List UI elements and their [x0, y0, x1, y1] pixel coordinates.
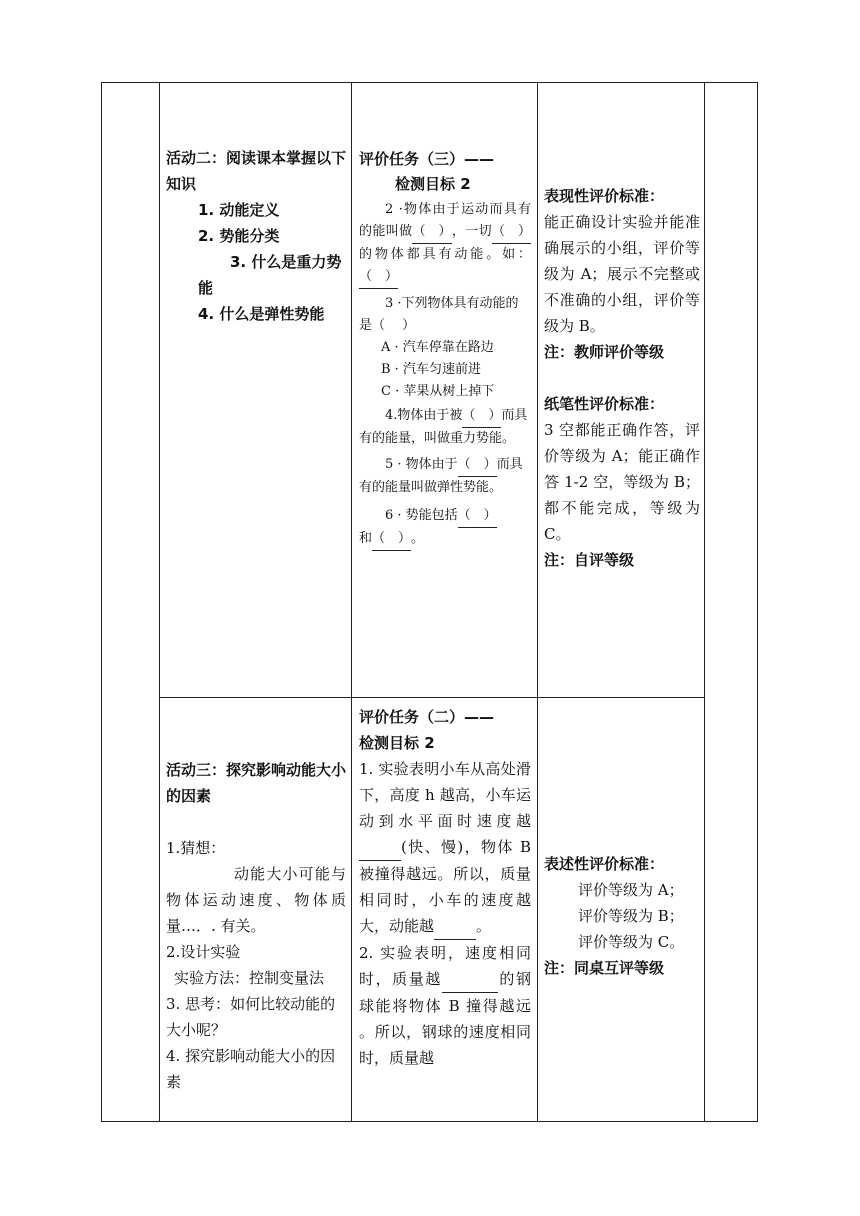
statement-criteria-note: 注：同桌互评等级: [544, 959, 665, 977]
activity-title: 活动三：探究影响动能大小的因素: [166, 761, 347, 805]
paper-criteria-title: 纸笔性评价标准：: [544, 395, 665, 413]
paper-criteria-text: 3 空都能正确作答，评价等级为 A；能正确作答 1-2 空，等级为 B；都不能完成，等级为 C。: [544, 421, 700, 543]
column-divider: [159, 82, 160, 1122]
question-3: 3 ·下列物体具有动能的是（ ）: [359, 296, 519, 333]
grade-a-text: 评价等级为 A；: [578, 881, 684, 899]
activity-item: 3. 什么是重力势能: [198, 253, 342, 297]
option-c: C · 苹果从树上掉下: [381, 384, 495, 399]
task-title: 评价任务（三）——: [359, 150, 495, 168]
criteria-cell-one: [544, 183, 700, 573]
guess-label: 1.猜想：: [166, 839, 226, 857]
column-divider: [704, 82, 705, 1122]
option-a: A · 汽车停靠在路边: [381, 340, 494, 355]
question-5: 5 · 物体由于（ ）而具有的能量叫做弹性势能。: [359, 454, 531, 499]
column-divider: [537, 82, 538, 1122]
question-6: 6 · 势能包括（ ） 和（ ）。: [359, 505, 531, 551]
task-three-cell: [359, 147, 531, 551]
method-text: 实验方法：控制变量法: [174, 969, 325, 987]
guess-text: 动能大小可能与物体运动速度、物体质量…．. 有关。: [166, 865, 346, 935]
activity-two-cell: [166, 145, 346, 327]
task-two-cell: [359, 704, 531, 1120]
activity-item: 1. 动能定义: [198, 201, 280, 219]
think-text: 3. 思考：如何比较动能的大小呢？: [166, 995, 336, 1039]
column-divider: [351, 82, 352, 1122]
question-2: 2 ·物体由于运动而具有的能叫做（ ），一切（ ）的物体都具有动能。如：（ ）: [359, 199, 531, 289]
activity-item: 4. 什么是弹性势能: [198, 305, 325, 323]
experiment-1-text: 1. 实验表明小车从高处滑下，高度 h 越高，小车运动到水平面时速度越 (快、慢)，物体 B 被撞得越远。所以，质量相同时，小车的速度越大，动能越 。: [359, 756, 531, 940]
row-divider: [159, 697, 705, 698]
criteria-cell-two: [544, 851, 700, 981]
grade-c-text: 评价等级为 C。: [578, 933, 685, 951]
option-b: B · 汽车匀速前进: [381, 362, 481, 377]
explore-text: 4. 探究影响动能大小的因素: [166, 1047, 336, 1091]
design-label: 2.设计实验: [166, 943, 241, 961]
experiment-2-text: 2. 实验表明，速度相同时，质量越 的钢球能将物体 B 撞得越远 。所以，钢球的速度相同时，质量越: [359, 944, 531, 1067]
performance-criteria-text: 能正确设计实验并能准确展示的小组，评价等级为 A；展示不完整或不准确的小组，评价等级为 B。: [544, 213, 700, 335]
question-4: 4.物体由于被（ ）而具有的能量，叫做重力势能。: [359, 405, 531, 450]
activity-three-cell: [166, 757, 346, 1095]
paper-criteria-note: 注：自评等级: [544, 551, 635, 569]
activity-title: 活动二：阅读课本掌握以下知识: [166, 149, 347, 193]
task-title: 评价任务（二）——: [359, 708, 495, 726]
task-subtitle: 检测目标 2: [395, 175, 471, 193]
grade-b-text: 评价等级为 B；: [578, 907, 684, 925]
activity-item: 2. 势能分类: [198, 227, 280, 245]
performance-criteria-title: 表现性评价标准：: [544, 187, 665, 205]
statement-criteria-title: 表述性评价标准：: [544, 855, 665, 873]
task-subtitle: 检测目标 2: [359, 734, 435, 752]
performance-criteria-note: 注：教师评价等级: [544, 343, 665, 361]
